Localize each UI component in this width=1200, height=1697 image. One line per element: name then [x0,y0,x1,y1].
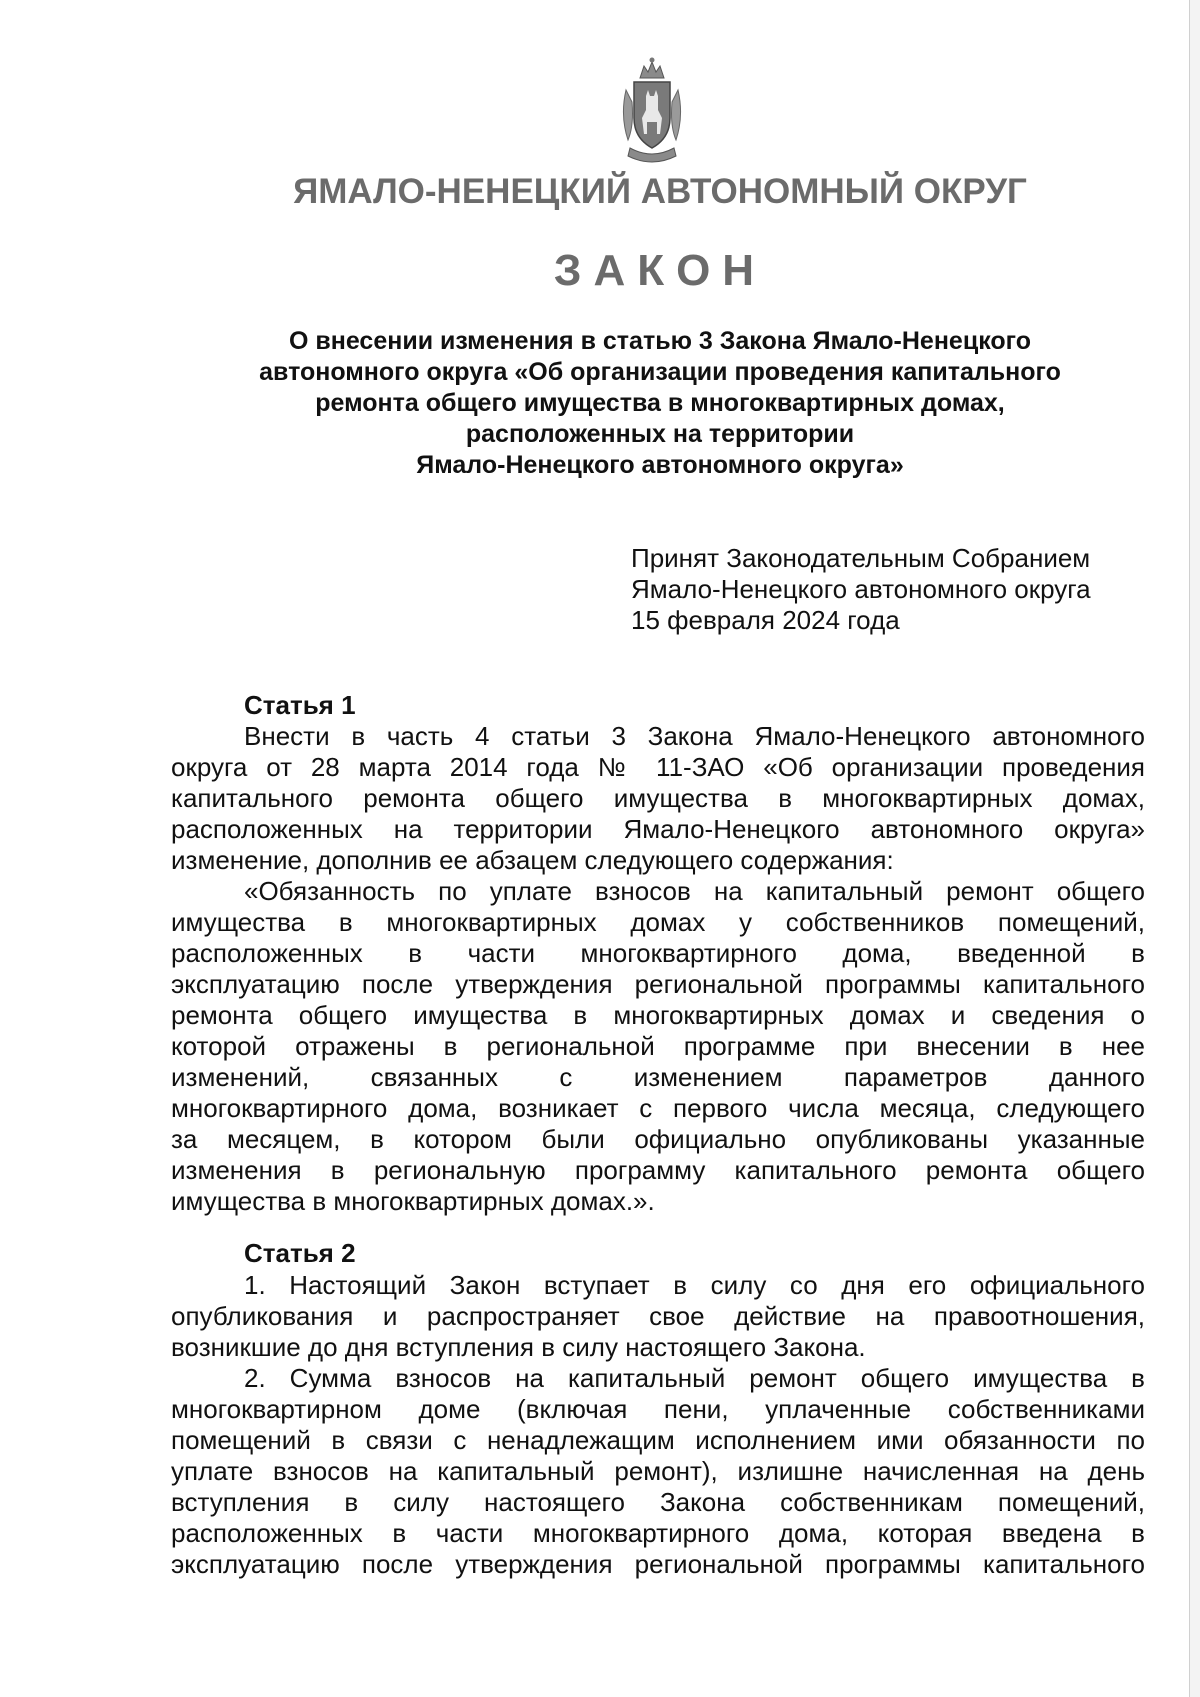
law-title-line: ремонта общего имущества в многоквартирных домах, [315,389,1005,417]
article-1-paragraph-1 [171,721,1145,876]
text-line: 1. Настоящий Закон вступает в силу со дня его официального [244,1270,1145,1300]
text-line: вступления в силу настоящего Закона собственникам помещений, [171,1487,1145,1517]
law-title-line: Ямало-Ненецкого автономного округа» [416,451,904,479]
article-2-heading: Статья 2 [244,1238,356,1268]
article-1-heading: Статья 1 [244,690,356,720]
text-line: изменения в региональную программу капитального ремонта общего [171,1155,1145,1185]
text-line: 2. Сумма взносов на капитальный ремонт общего имущества в [244,1363,1145,1393]
text-line: эксплуатацию после утверждения региональной программы капитального [171,1549,1145,1579]
article-2-paragraph-2 [171,1363,1145,1580]
law-title-line: О внесении изменения в статью 3 Закона Ямало-Ненецкого [288,327,1032,355]
text-line: помещений в связи с ненадлежащим исполнением ими обязанности по [171,1425,1145,1455]
text-line: многоквартирного дома, возникает с первого числа месяца, следующего [171,1093,1145,1123]
text-line: за месяцем, в котором были официально опубликованы указанные [171,1124,1145,1154]
adoption-line: Принят Законодательным Собранием [631,543,1091,573]
adoption-block [631,543,1091,636]
document-type-heading: ЗАКОН [553,246,767,295]
text-line: «Обязанность по уплате взносов на капитальный ремонт общего [244,876,1145,906]
law-title-line: расположенных на территории [465,420,855,448]
text-line: расположенных на территории Ямало-Ненецкого автономного округа» [171,814,1145,844]
text-line: опубликования и распространяет свое действие на правоотношения, [171,1301,1145,1331]
article-2-paragraph-1 [171,1270,1145,1363]
text-line: изменений, связанных с изменением параметров данного [171,1062,1145,1092]
law-title [170,326,1150,481]
region-name: ЯМАЛО-НЕНЕЦКИЙ АВТОНОМНЫЙ ОКРУГ [293,172,1027,211]
text-line: Внести в часть 4 статьи 3 Закона Ямало-Ненецкого автономного [244,721,1145,751]
law-title-line: автономного округа «Об организации проведения капитального [259,358,1061,386]
text-line: имущества в многоквартирных домах.». [171,1186,655,1216]
text-line: капитального ремонта общего имущества в многоквартирных домах, [171,783,1145,813]
text-line: эксплуатацию после утверждения региональной программы капитального [171,969,1145,999]
coat-of-arms-emblem-icon [612,56,692,166]
adoption-date: 15 февраля 2024 года [631,605,900,635]
text-line: округа от 28 марта 2014 года № 11-ЗАО «Об организации проведения [171,752,1145,782]
text-line: расположенных в части многоквартирного дома, которая введена в [171,1518,1145,1548]
text-line: изменение, дополнив ее абзацем следующего содержания: [171,845,894,875]
text-line: многоквартирном доме (включая пени, уплаченные собственниками [171,1394,1145,1424]
article-1-paragraph-2 [171,876,1145,1217]
text-line: ремонта общего имущества в многоквартирных домах и сведения о [171,1000,1145,1030]
adoption-line: Ямало-Ненецкого автономного округа [631,574,1091,604]
text-line: уплате взносов на капитальный ремонт), излишне начисленная на день [171,1456,1145,1486]
text-line: имущества в многоквартирных домах у собственников помещений, [171,907,1145,937]
text-line: возникшие до дня вступления в силу настоящего Закона. [171,1332,866,1362]
text-line: которой отражены в региональной программе при внесении в нее [171,1031,1145,1061]
text-line: расположенных в части многоквартирного дома, введенной в [171,938,1145,968]
